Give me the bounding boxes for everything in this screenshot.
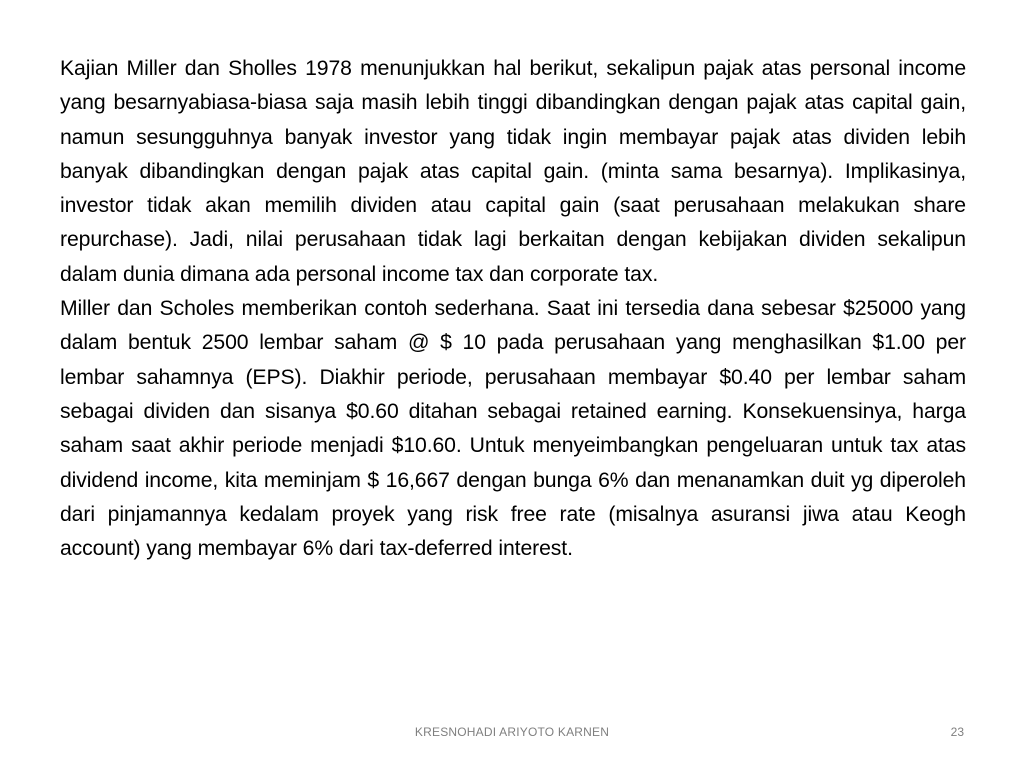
footer-page-number: 23	[950, 725, 964, 739]
slide-body-text	[60, 52, 966, 566]
paragraph-miller-sholles-study: Kajian Miller dan Sholles 1978 menunjukkan hal berikut, sekalipun pajak atas personal income yang besarnyabiasa-biasa saja masih lebih tinggi dibandingkan dengan pajak atas capital gain, namun sesungguhnya banyak investor yang tidak ingin membayar pajak atas dividen lebih banyak dibandingkan dengan pajak atas capital gain. (minta sama besarnya). Implikasinya, investor tidak akan memilih dividen atau capital gain (saat perusahaan melakukan share repurchase). Jadi, nilai perusahaan tidak lagi berkaitan dengan kebijakan dividen sekalipun dalam dunia dimana ada personal income tax dan corporate tax.	[60, 57, 966, 286]
footer-author: KRESNOHADI ARIYOTO KARNEN	[414, 725, 610, 739]
paragraph-miller-scholes-example: Miller dan Scholes memberikan contoh sederhana. Saat ini tersedia dana sebesar $25000 yang dalam bentuk 2500 lembar saham @ $ 10 pada perusahaan yang menghasilkan $1.00 per lembar sahamnya (EPS). Diakhir periode, perusahaan membayar $0.40 per lembar saham sebagai dividen dan sisanya $0.60 ditahan sebagai retained earning. Konsekuensinya, harga saham saat akhir periode menjadi $10.60. Untuk menyeimbangkan pengeluaran untuk tax atas dividend income, kita meminjam $ 16,667 dengan bunga 6% dan menanamkan duit yg diperoleh dari pinjamannya kedalam proyek yang risk free rate (misalnya asuransi jiwa atau Keogh account) yang membayar 6% dari tax-deferred interest.	[60, 297, 966, 561]
